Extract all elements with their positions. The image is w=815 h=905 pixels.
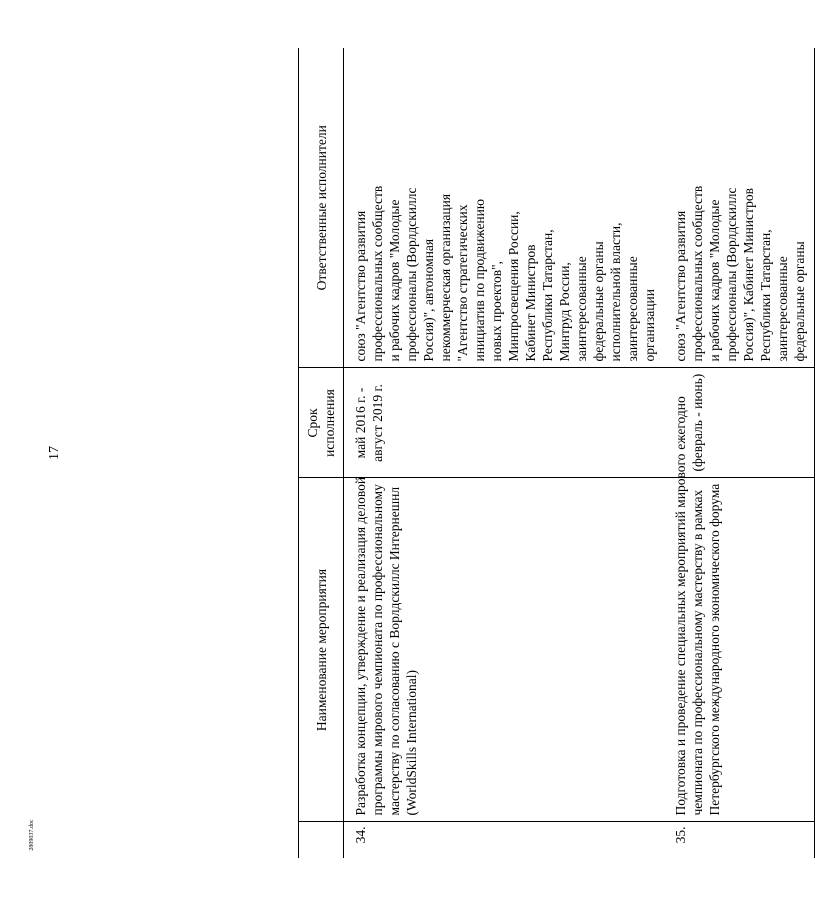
- header-term-line: Срок: [305, 407, 320, 438]
- text-line: исполнительной власти,: [608, 222, 623, 361]
- text-line: союз "Агентство развития: [673, 210, 688, 361]
- row-name: [344, 478, 665, 822]
- text-line: и рабочих кадров "Молодые: [387, 199, 402, 361]
- text-line: программы мирового чемпионата по профессиональному: [370, 483, 385, 815]
- row-responsible: [664, 48, 815, 368]
- text-line: Разработка концепции, утверждение и реализация деловой: [353, 476, 368, 815]
- header-term: [299, 368, 344, 478]
- row-number: 35.: [664, 822, 815, 858]
- header-name: Наименование мероприятия: [299, 478, 344, 822]
- table-row: [344, 48, 665, 858]
- text-line: (февраль - июнь): [690, 373, 705, 471]
- text-line: "Агентство стратегических: [455, 204, 470, 361]
- text-line: Россия)", Кабинет Министров: [741, 187, 756, 361]
- text-line: новых проектов",: [489, 260, 504, 361]
- table-row: [664, 48, 815, 858]
- text-line: организации: [642, 288, 657, 361]
- text-line: заинтересованные: [775, 255, 790, 361]
- text-line: федеральные органы: [792, 240, 807, 361]
- footer-file-code: 2809037.doc: [29, 819, 35, 851]
- text-line: мастерству по согласованию с Ворлдскиллс Интернешнл: [387, 486, 402, 815]
- text-line: ежегодно: [673, 395, 688, 450]
- text-line: Россия)", автономная: [421, 238, 436, 361]
- row-responsible: [344, 48, 665, 368]
- text-line: Минтруд России,: [557, 261, 572, 361]
- rotated-table-page: [298, 48, 807, 858]
- text-line: август 2019 г.: [370, 383, 385, 462]
- text-line: и рабочих кадров "Молодые: [707, 199, 722, 361]
- row-term: [344, 368, 665, 478]
- header-responsible: Ответственные исполнители: [299, 48, 344, 368]
- text-line: инициатив по продвижению: [472, 198, 487, 361]
- text-line: Республики Татарстан,: [758, 228, 773, 361]
- text-line: май 2016 г. -: [353, 387, 368, 458]
- text-line: заинтересованные: [625, 255, 640, 361]
- text-line: заинтересованные: [574, 255, 589, 361]
- row-name: [664, 453, 815, 822]
- text-line: федеральные органы: [591, 240, 606, 361]
- table-header-row: [299, 48, 344, 858]
- header-number: [299, 822, 344, 858]
- page-number: 17: [47, 446, 62, 460]
- text-line: Подготовка и проведение специальных мероприятий мирового: [673, 453, 688, 815]
- text-line: профессиональных сообществ: [690, 185, 705, 361]
- text-line: союз "Агентство развития: [353, 210, 368, 361]
- text-line: профессионалы (Ворлдскиллс: [724, 187, 739, 361]
- text-line: чемпионата по профессиональному мастерству в рамках: [690, 489, 705, 815]
- text-line: (WorldSkills International): [404, 669, 419, 815]
- text-line: Минпросвещения России,: [506, 210, 521, 361]
- header-term-line: исполнения: [322, 388, 337, 457]
- measures-table: [298, 48, 815, 858]
- text-line: Петербургского международного экономического форума: [707, 483, 722, 815]
- text-line: Республики Татарстан,: [540, 228, 555, 361]
- text-line: профессионалы (Ворлдскиллс: [404, 187, 419, 361]
- text-line: Кабинет Министров: [523, 243, 538, 361]
- text-line: профессиональных сообществ: [370, 185, 385, 361]
- text-line: некоммерческая организация: [438, 193, 453, 361]
- row-number: 34.: [353, 826, 368, 843]
